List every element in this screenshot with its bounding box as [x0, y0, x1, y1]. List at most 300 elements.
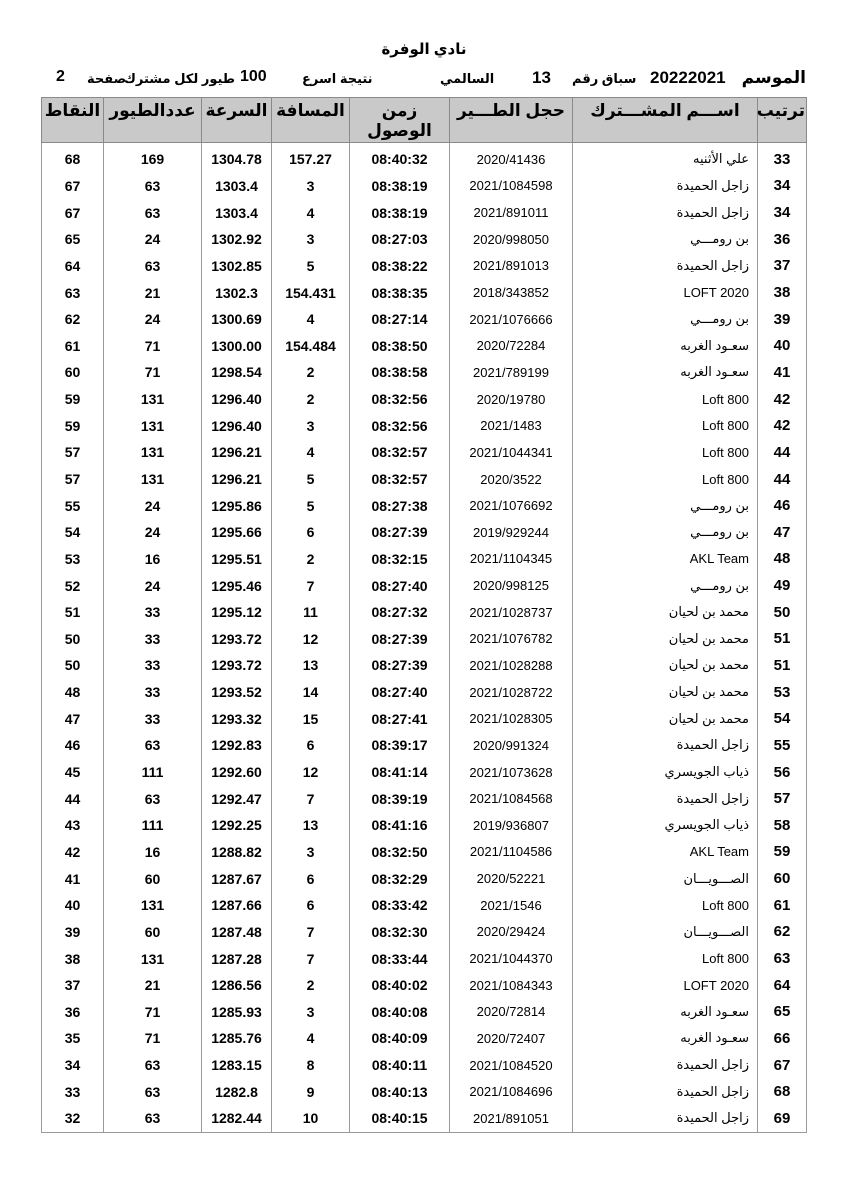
cell-arrival: 08:41:16: [350, 812, 450, 839]
cell-arrival: 08:32:50: [350, 839, 450, 866]
cell-ring: 2021/789199: [450, 359, 573, 386]
cell-distance: 8: [272, 1052, 350, 1079]
cell-member: زاجل الحميدة: [573, 732, 758, 759]
table-row: [42, 546, 807, 573]
cell-points: 47: [42, 705, 104, 732]
table-row: [42, 1078, 807, 1105]
cell-points: 52: [42, 572, 104, 599]
cell-rank: 49: [758, 572, 807, 599]
cell-speed: 1302.92: [202, 226, 272, 253]
cell-birds: 63: [104, 1052, 202, 1079]
cell-speed: 1282.8: [202, 1078, 272, 1105]
cell-birds: 169: [104, 146, 202, 173]
cell-distance: 6: [272, 519, 350, 546]
cell-birds: 131: [104, 439, 202, 466]
cell-ring: 2020/72407: [450, 1025, 573, 1052]
cell-birds: 111: [104, 812, 202, 839]
cell-arrival: 08:41:14: [350, 759, 450, 786]
cell-ring: 2021/1483: [450, 412, 573, 439]
cell-distance: 10: [272, 1105, 350, 1132]
cell-arrival: 08:38:50: [350, 332, 450, 359]
cell-ring: 2021/1044341: [450, 439, 573, 466]
cell-ring: 2020/41436: [450, 146, 573, 173]
table-row: [42, 679, 807, 706]
cell-arrival: 08:27:39: [350, 519, 450, 546]
cell-birds: 24: [104, 572, 202, 599]
cell-distance: 3: [272, 226, 350, 253]
cell-speed: 1292.47: [202, 785, 272, 812]
table-row: [42, 439, 807, 466]
cell-arrival: 08:40:09: [350, 1025, 450, 1052]
cell-member: بن رومـــي: [573, 306, 758, 333]
per-member-label: طيور لكل مشترك: [124, 71, 236, 86]
cell-distance: 6: [272, 865, 350, 892]
cell-points: 45: [42, 759, 104, 786]
cell-speed: 1287.48: [202, 919, 272, 946]
season-label: الموسم: [741, 68, 806, 87]
cell-arrival: 08:32:56: [350, 412, 450, 439]
cell-birds: 33: [104, 626, 202, 653]
cell-ring: 2020/29424: [450, 919, 573, 946]
cell-ring: 2020/991324: [450, 732, 573, 759]
cell-speed: 1300.69: [202, 306, 272, 333]
cell-arrival: 08:40:13: [350, 1078, 450, 1105]
cell-points: 67: [42, 199, 104, 226]
cell-distance: 3: [272, 173, 350, 200]
cell-points: 43: [42, 812, 104, 839]
table-row: [42, 466, 807, 493]
club-title: نادي الوفرة: [381, 41, 467, 58]
cell-rank: 61: [758, 892, 807, 919]
cell-birds: 63: [104, 732, 202, 759]
cell-birds: 33: [104, 652, 202, 679]
cell-rank: 53: [758, 679, 807, 706]
cell-rank: 42: [758, 412, 807, 439]
cell-speed: 1293.52: [202, 679, 272, 706]
cell-rank: 46: [758, 492, 807, 519]
cell-distance: 11: [272, 599, 350, 626]
cell-points: 46: [42, 732, 104, 759]
cell-ring: 2020/998125: [450, 572, 573, 599]
table-row: [42, 279, 807, 306]
cell-birds: 33: [104, 599, 202, 626]
table-row: [42, 492, 807, 519]
cell-birds: 111: [104, 759, 202, 786]
cell-member: الصـــويـــان: [573, 919, 758, 946]
cell-birds: 21: [104, 279, 202, 306]
page-number: 2: [56, 68, 65, 85]
table-row: [42, 1025, 807, 1052]
cell-distance: 9: [272, 1078, 350, 1105]
cell-points: 64: [42, 253, 104, 280]
cell-arrival: 08:38:22: [350, 253, 450, 280]
table-row: [42, 412, 807, 439]
cell-member: بن رومـــي: [573, 572, 758, 599]
cell-points: 60: [42, 359, 104, 386]
cell-birds: 71: [104, 332, 202, 359]
cell-ring: 2021/1084520: [450, 1052, 573, 1079]
cell-member: AKL Team: [573, 839, 758, 866]
cell-ring: 2021/1084343: [450, 972, 573, 999]
cell-distance: 2: [272, 386, 350, 413]
cell-member: زاجل الحميدة: [573, 1078, 758, 1105]
cell-arrival: 08:27:40: [350, 572, 450, 599]
cell-ring: 2021/1076692: [450, 492, 573, 519]
result-label: نتيجة اسرع: [302, 71, 373, 86]
table-row: [42, 999, 807, 1026]
cell-points: 55: [42, 492, 104, 519]
table-row: [42, 785, 807, 812]
cell-rank: 47: [758, 519, 807, 546]
cell-birds: 71: [104, 359, 202, 386]
cell-rank: 59: [758, 839, 807, 866]
cell-speed: 1293.72: [202, 626, 272, 653]
table-row: [42, 572, 807, 599]
cell-arrival: 08:38:19: [350, 199, 450, 226]
cell-arrival: 08:38:19: [350, 173, 450, 200]
cell-birds: 71: [104, 999, 202, 1026]
cell-ring: 2021/1028305: [450, 705, 573, 732]
cell-speed: 1296.40: [202, 386, 272, 413]
cell-distance: 2: [272, 546, 350, 573]
cell-birds: 131: [104, 466, 202, 493]
cell-member: سعـود الغربه: [573, 999, 758, 1026]
cell-points: 61: [42, 332, 104, 359]
cell-rank: 33: [758, 146, 807, 173]
table-row: [42, 892, 807, 919]
cell-ring: 2020/998050: [450, 226, 573, 253]
cell-member: بن رومـــي: [573, 519, 758, 546]
cell-points: 42: [42, 839, 104, 866]
cell-rank: 42: [758, 386, 807, 413]
cell-points: 57: [42, 439, 104, 466]
cell-speed: 1295.46: [202, 572, 272, 599]
cell-birds: 33: [104, 705, 202, 732]
cell-birds: 131: [104, 386, 202, 413]
cell-birds: 71: [104, 1025, 202, 1052]
cell-member: بن رومـــي: [573, 226, 758, 253]
cell-arrival: 08:27:39: [350, 626, 450, 653]
cell-arrival: 08:38:35: [350, 279, 450, 306]
cell-rank: 65: [758, 999, 807, 1026]
cell-points: 51: [42, 599, 104, 626]
cell-birds: 63: [104, 173, 202, 200]
cell-birds: 24: [104, 519, 202, 546]
cell-distance: 7: [272, 572, 350, 599]
cell-rank: 38: [758, 279, 807, 306]
cell-distance: 12: [272, 626, 350, 653]
cell-rank: 41: [758, 359, 807, 386]
cell-ring: 2021/1028288: [450, 652, 573, 679]
cell-speed: 1296.21: [202, 466, 272, 493]
cell-distance: 157.27: [272, 146, 350, 173]
cell-rank: 37: [758, 253, 807, 280]
cell-arrival: 08:32:15: [350, 546, 450, 573]
cell-speed: 1296.40: [202, 412, 272, 439]
cell-ring: 2021/1028737: [450, 599, 573, 626]
cell-speed: 1287.28: [202, 945, 272, 972]
cell-ring: 2021/1546: [450, 892, 573, 919]
table-row: [42, 173, 807, 200]
cell-ring: 2021/1084568: [450, 785, 573, 812]
cell-rank: 67: [758, 1052, 807, 1079]
cell-member: سعـود الغربه: [573, 332, 758, 359]
table-row: [42, 919, 807, 946]
cell-speed: 1296.21: [202, 439, 272, 466]
cell-distance: 5: [272, 253, 350, 280]
cell-points: 63: [42, 279, 104, 306]
cell-member: الصـــويـــان: [573, 865, 758, 892]
cell-ring: 2021/891051: [450, 1105, 573, 1132]
cell-points: 59: [42, 412, 104, 439]
cell-points: 37: [42, 972, 104, 999]
cell-distance: 4: [272, 199, 350, 226]
cell-ring: 2021/1076666: [450, 306, 573, 333]
cell-arrival: 08:27:39: [350, 652, 450, 679]
cell-birds: 131: [104, 892, 202, 919]
cell-member: AKL Team: [573, 546, 758, 573]
cell-distance: 154.484: [272, 332, 350, 359]
table-row: [42, 332, 807, 359]
cell-points: 50: [42, 626, 104, 653]
cell-arrival: 08:32:30: [350, 919, 450, 946]
col-points: النقاط: [42, 98, 104, 143]
cell-member: Loft 800: [573, 386, 758, 413]
cell-arrival: 08:27:38: [350, 492, 450, 519]
cell-arrival: 08:40:15: [350, 1105, 450, 1132]
table-header-row: [42, 98, 807, 143]
cell-distance: 2: [272, 972, 350, 999]
cell-member: محمد بن لحيان: [573, 652, 758, 679]
cell-points: 62: [42, 306, 104, 333]
cell-birds: 63: [104, 1078, 202, 1105]
cell-member: LOFT 2020: [573, 279, 758, 306]
cell-distance: 15: [272, 705, 350, 732]
cell-points: 32: [42, 1105, 104, 1132]
cell-speed: 1292.60: [202, 759, 272, 786]
cell-speed: 1295.66: [202, 519, 272, 546]
page-label: صفحة: [87, 71, 127, 86]
cell-member: ذياب الجويسري: [573, 759, 758, 786]
cell-speed: 1283.15: [202, 1052, 272, 1079]
col-arrival: زمن الوصول: [350, 98, 450, 143]
cell-ring: 2020/72284: [450, 332, 573, 359]
cell-ring: 2019/929244: [450, 519, 573, 546]
cell-arrival: 08:39:17: [350, 732, 450, 759]
cell-distance: 5: [272, 492, 350, 519]
cell-distance: 154.431: [272, 279, 350, 306]
cell-arrival: 08:38:58: [350, 359, 450, 386]
cell-member: سعـود الغربه: [573, 1025, 758, 1052]
cell-arrival: 08:27:14: [350, 306, 450, 333]
cell-speed: 1286.56: [202, 972, 272, 999]
cell-birds: 33: [104, 679, 202, 706]
cell-speed: 1302.3: [202, 279, 272, 306]
cell-speed: 1304.78: [202, 146, 272, 173]
cell-birds: 63: [104, 1105, 202, 1132]
cell-arrival: 08:40:32: [350, 146, 450, 173]
cell-speed: 1287.66: [202, 892, 272, 919]
cell-rank: 56: [758, 759, 807, 786]
cell-speed: 1295.86: [202, 492, 272, 519]
cell-points: 54: [42, 519, 104, 546]
cell-points: 65: [42, 226, 104, 253]
cell-distance: 6: [272, 892, 350, 919]
cell-rank: 69: [758, 1105, 807, 1132]
cell-ring: 2021/1044370: [450, 945, 573, 972]
cell-ring: 2021/1104586: [450, 839, 573, 866]
cell-distance: 3: [272, 999, 350, 1026]
cell-rank: 44: [758, 466, 807, 493]
cell-rank: 51: [758, 652, 807, 679]
race-number: 13: [532, 68, 551, 87]
cell-points: 67: [42, 173, 104, 200]
cell-distance: 4: [272, 439, 350, 466]
cell-member: Loft 800: [573, 945, 758, 972]
cell-birds: 131: [104, 412, 202, 439]
cell-points: 44: [42, 785, 104, 812]
cell-rank: 50: [758, 599, 807, 626]
cell-speed: 1293.72: [202, 652, 272, 679]
col-rank: ترتيب: [758, 98, 807, 143]
col-member: اســـم المشـــترك: [573, 98, 758, 143]
col-speed: السرعة: [202, 98, 272, 143]
cell-arrival: 08:39:19: [350, 785, 450, 812]
cell-distance: 12: [272, 759, 350, 786]
race-label: سباق رقم: [572, 71, 637, 86]
cell-points: 50: [42, 652, 104, 679]
cell-arrival: 08:40:08: [350, 999, 450, 1026]
cell-points: 33: [42, 1078, 104, 1105]
cell-member: زاجل الحميدة: [573, 253, 758, 280]
table-row: [42, 839, 807, 866]
cell-distance: 5: [272, 466, 350, 493]
cell-arrival: 08:32:56: [350, 386, 450, 413]
cell-member: Loft 800: [573, 892, 758, 919]
cell-member: سعـود الغربه: [573, 359, 758, 386]
cell-birds: 16: [104, 546, 202, 573]
cell-member: زاجل الحميدة: [573, 1052, 758, 1079]
cell-ring: 2020/52221: [450, 865, 573, 892]
cell-rank: 44: [758, 439, 807, 466]
cell-distance: 4: [272, 1025, 350, 1052]
cell-birds: 21: [104, 972, 202, 999]
cell-birds: 63: [104, 199, 202, 226]
cell-rank: 68: [758, 1078, 807, 1105]
cell-birds: 24: [104, 226, 202, 253]
cell-distance: 7: [272, 945, 350, 972]
cell-rank: 64: [758, 972, 807, 999]
cell-birds: 131: [104, 945, 202, 972]
cell-birds: 63: [104, 785, 202, 812]
cell-arrival: 08:40:11: [350, 1052, 450, 1079]
cell-ring: 2018/343852: [450, 279, 573, 306]
cell-rank: 51: [758, 626, 807, 653]
cell-points: 53: [42, 546, 104, 573]
cell-distance: 14: [272, 679, 350, 706]
cell-ring: 2020/3522: [450, 466, 573, 493]
cell-arrival: 08:33:44: [350, 945, 450, 972]
cell-arrival: 08:32:57: [350, 466, 450, 493]
cell-speed: 1300.00: [202, 332, 272, 359]
cell-speed: 1303.4: [202, 199, 272, 226]
cell-rank: 63: [758, 945, 807, 972]
cell-member: بن رومـــي: [573, 492, 758, 519]
cell-member: LOFT 2020: [573, 972, 758, 999]
cell-arrival: 08:33:42: [350, 892, 450, 919]
table-row: [42, 306, 807, 333]
cell-birds: 24: [104, 492, 202, 519]
cell-speed: 1298.54: [202, 359, 272, 386]
cell-member: ذياب الجويسري: [573, 812, 758, 839]
cell-arrival: 08:27:41: [350, 705, 450, 732]
cell-points: 41: [42, 865, 104, 892]
cell-distance: 3: [272, 839, 350, 866]
cell-birds: 60: [104, 919, 202, 946]
table-row: [42, 759, 807, 786]
col-ring: حجل الطـــير: [450, 98, 573, 143]
cell-speed: 1288.82: [202, 839, 272, 866]
table-row: [42, 1052, 807, 1079]
cell-ring: 2021/1073628: [450, 759, 573, 786]
cell-member: Loft 800: [573, 412, 758, 439]
cell-birds: 60: [104, 865, 202, 892]
cell-distance: 13: [272, 812, 350, 839]
cell-rank: 34: [758, 173, 807, 200]
cell-points: 68: [42, 146, 104, 173]
results-table: [41, 97, 807, 1133]
cell-distance: 6: [272, 732, 350, 759]
cell-ring: 2021/1104345: [450, 546, 573, 573]
cell-rank: 60: [758, 865, 807, 892]
cell-rank: 39: [758, 306, 807, 333]
table-row: [42, 865, 807, 892]
cell-speed: 1293.32: [202, 705, 272, 732]
cell-rank: 34: [758, 199, 807, 226]
table-row: [42, 812, 807, 839]
table-row: [42, 253, 807, 280]
cell-points: 59: [42, 386, 104, 413]
cell-rank: 57: [758, 785, 807, 812]
table-row: [42, 945, 807, 972]
table-row: [42, 626, 807, 653]
cell-points: 36: [42, 999, 104, 1026]
cell-speed: 1285.93: [202, 999, 272, 1026]
cell-speed: 1292.25: [202, 812, 272, 839]
cell-distance: 7: [272, 785, 350, 812]
cell-member: Loft 800: [573, 466, 758, 493]
cell-arrival: 08:27:03: [350, 226, 450, 253]
table-row: [42, 1105, 807, 1132]
cell-rank: 36: [758, 226, 807, 253]
cell-speed: 1295.51: [202, 546, 272, 573]
cell-ring: 2020/19780: [450, 386, 573, 413]
cell-arrival: 08:32:57: [350, 439, 450, 466]
col-distance: المسافة: [272, 98, 350, 143]
cell-rank: 54: [758, 705, 807, 732]
cell-member: زاجل الحميدة: [573, 173, 758, 200]
table-row: [42, 226, 807, 253]
cell-ring: 2021/1084696: [450, 1078, 573, 1105]
cell-points: 40: [42, 892, 104, 919]
table-row: [42, 705, 807, 732]
cell-points: 38: [42, 945, 104, 972]
cell-arrival: 08:27:32: [350, 599, 450, 626]
cell-ring: 2021/1076782: [450, 626, 573, 653]
cell-speed: 1295.12: [202, 599, 272, 626]
cell-points: 39: [42, 919, 104, 946]
season-value: 20222021: [650, 68, 726, 87]
